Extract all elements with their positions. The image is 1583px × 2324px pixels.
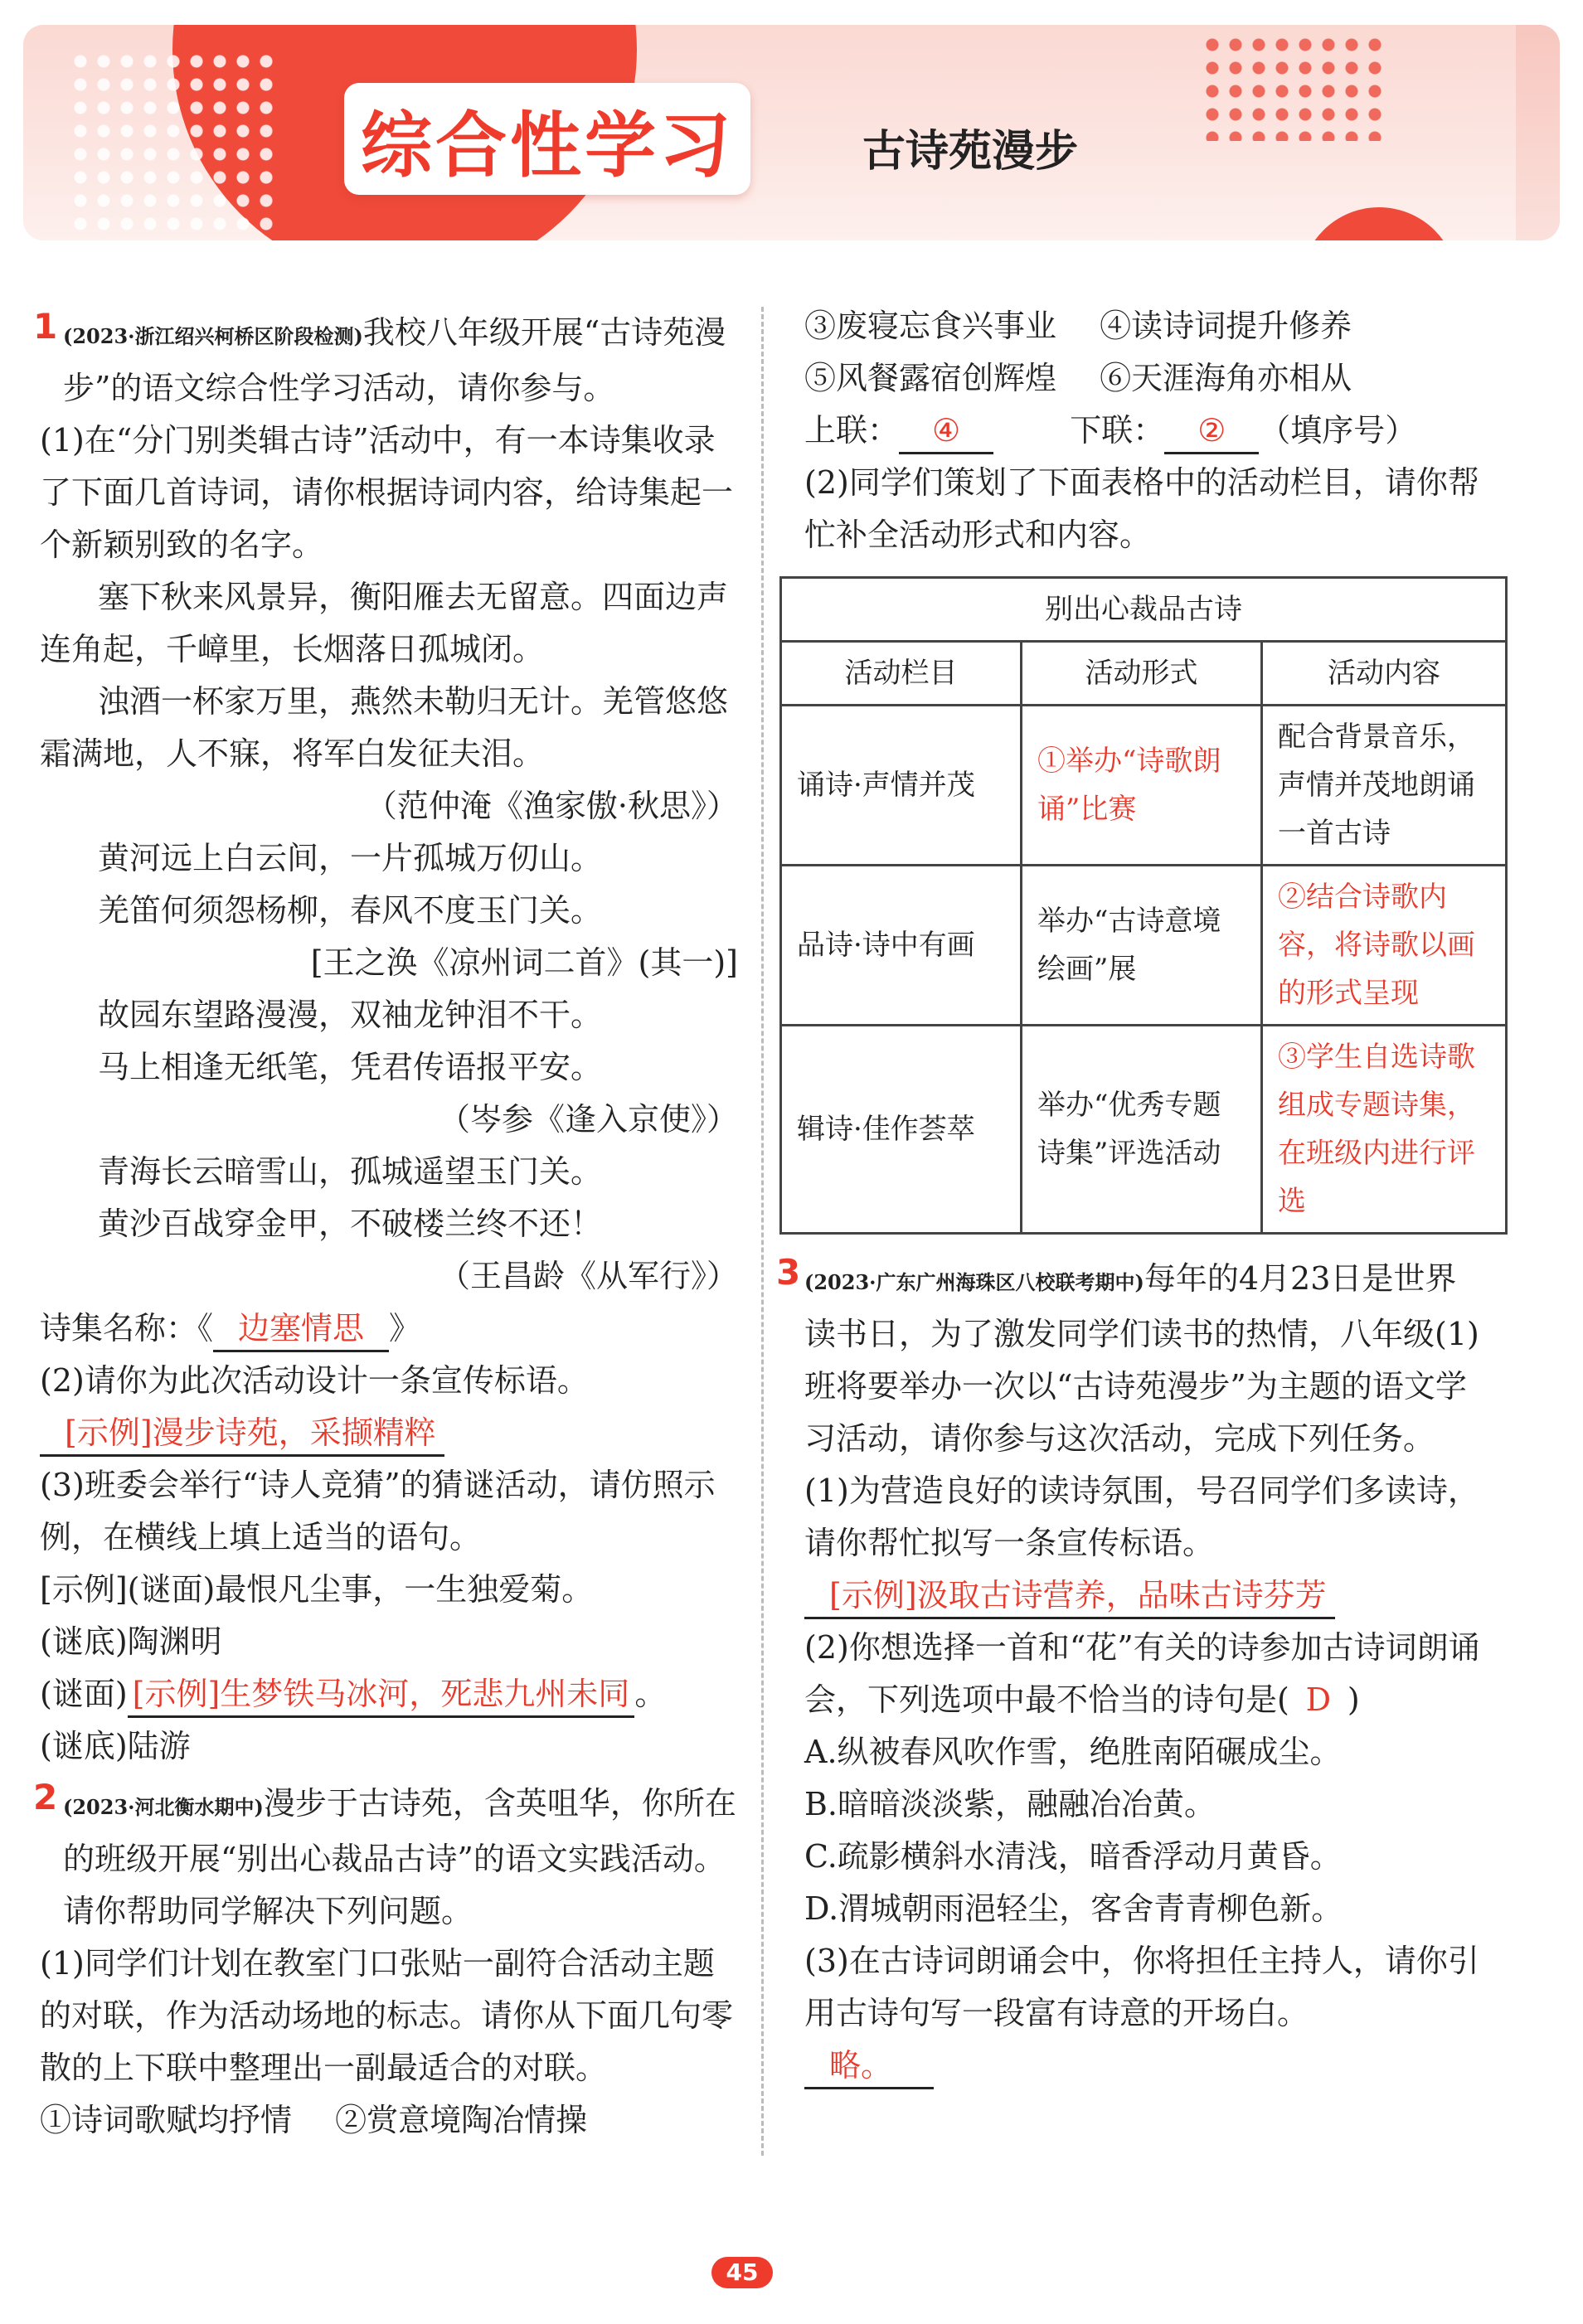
riddle-label: (谜面) [40, 1676, 128, 1712]
decor-dots-left [69, 50, 276, 232]
poem-block [40, 571, 745, 1303]
subquestion-prompt: (1)为营造良好的读诗氛围，号召同学们多读诗，请你帮忙拟写一条宣传标语。 [804, 1473, 1479, 1561]
choice-answer: D [1305, 1681, 1332, 1718]
prompt-close: ) [1347, 1681, 1360, 1718]
activity-table [779, 576, 1508, 1235]
page-number: 45 [711, 2257, 773, 2288]
question-3 [776, 1252, 1484, 2092]
choice-item: B.暗暗淡淡紫，融融冶冶黄。 [804, 1786, 1216, 1822]
choice-item: A.纵被春风吹作雪，绝胜南陌碾成尘。 [804, 1734, 1342, 1770]
lower-answer: ② [1164, 409, 1259, 454]
couplet-option: ⑥天涯海角亦相从 [1100, 360, 1352, 396]
table-cell-answer: ①举办“诗歌朗诵”比赛 [1022, 706, 1262, 866]
poem-line: 故园东望路漫漫，双袖龙钟泪不干。 [98, 997, 603, 1033]
question-number: 3 [776, 1252, 801, 1293]
table-cell-answer: ③学生自选诗歌组成专题诗集，在班级内进行评选 [1262, 1026, 1507, 1234]
opening-answer: 略。 [804, 2044, 934, 2089]
page-subtitle: 古诗苑漫步 [862, 127, 1079, 177]
slogan-answer: [示例]汲取古诗营养，品味古诗芬芳 [804, 1574, 1335, 1619]
question-intro: 漫步于古诗苑，含英咀华，你所在的班级开展“别出心裁品古诗”的语文实践活动。请你帮助同学解决下列问题。 [63, 1785, 736, 1929]
poem-author: [王之涣《凉州词二首》(其一)] [310, 944, 738, 981]
riddle-example-face: [示例](谜面)最恨凡尘事，一生独爱菊。 [40, 1571, 594, 1608]
table-cell: 举办“优秀专题诗集”评选活动 [1022, 1026, 1262, 1234]
couplet-options-row [804, 300, 1484, 352]
fill-note: （填序号） [1259, 412, 1417, 449]
choice-item: C.疏影横斜水清浅，暗香浮动月黄昏。 [804, 1838, 1342, 1875]
question-source: (2023·河北衡水期中) [63, 1795, 264, 1819]
table-row [781, 1026, 1507, 1234]
couplet-option: ⑤风餐露宿创辉煌 [804, 360, 1057, 396]
table-caption: 别出心裁品古诗 [781, 578, 1507, 642]
poem-line: 黄沙百战穿金甲，不破楼兰终不还！ [98, 1206, 603, 1242]
subquestion-prompt: (1)同学们计划在教室门口张贴一副符合活动主题的对联，作为活动场地的标志。请你从下面几句零散的上下联中整理出一副最适合的对联。 [40, 1945, 734, 2086]
subquestion-prompt: (3)在古诗词朗诵会中，你将担任主持人，请你引用古诗句写一段富有诗意的开场白。 [804, 1943, 1479, 2031]
poem-author: （王昌龄《从军行》） [438, 1258, 738, 1294]
poem-line: 羌笛何须怨杨柳，春风不度玉门关。 [98, 892, 603, 929]
poem-line: 青海长云暗雪山，孤城遥望玉门关。 [98, 1153, 603, 1190]
upper-label: 上联： [804, 412, 900, 449]
subquestion-prompt: (2)同学们策划了下面表格中的活动栏目，请你帮忙补全活动形式和内容。 [804, 464, 1479, 553]
couplet-option: ②赏意境陶冶情操 [335, 2102, 588, 2138]
upper-answer: ④ [899, 409, 993, 454]
table-cell: 辑诗·佳作荟萃 [781, 1026, 1022, 1234]
couplet-options-row [40, 2094, 745, 2147]
riddle-row [40, 1668, 745, 1720]
right-column [776, 300, 1484, 2092]
collection-name-close: 》 [389, 1310, 421, 1346]
question-source: (2023·浙江绍兴柯桥区阶段检测) [63, 324, 363, 348]
section-title: 综合性学习 [361, 104, 734, 187]
decor-edge [1516, 25, 1560, 240]
collection-name-answer: 边塞情思 [213, 1307, 389, 1352]
subquestion-prompt: (2)你想选择一首和“花”有关的诗参加古诗词朗诵会，下列选项中最不恰当的诗句是( [804, 1629, 1480, 1718]
table-header: 活动形式 [1022, 642, 1262, 706]
poem-line: 马上相逢无纸笔，凭君传语报平安。 [98, 1049, 603, 1085]
riddle-example-base: (谜底)陶渊明 [40, 1623, 222, 1660]
question-intro: 每年的4月23日是世界读书日，为了激发同学们读书的热情，八年级(1)班将要举办一次以“古诗苑漫步”为主题的语文学习活动，请你参与这次活动，完成下列任务。 [804, 1260, 1479, 1457]
subquestion-prompt-row [804, 1622, 1484, 1726]
couplet-option: ③废寝忘食兴事业 [804, 308, 1057, 344]
poem-author: （岑参《逢入京使》） [438, 1101, 738, 1138]
couplet-answer-row [804, 405, 1484, 457]
couplet-option: ④读诗词提升修养 [1100, 308, 1352, 344]
decor-dots-right [1201, 33, 1383, 141]
column-divider [761, 307, 764, 2156]
riddle-base: (谜底)陆游 [40, 1728, 191, 1764]
poem-line: 黄河远上白云间，一片孤城万仞山。 [98, 840, 603, 876]
decor-circle-small [1300, 207, 1458, 240]
collection-name-row [40, 1303, 745, 1355]
left-column [33, 306, 745, 2147]
section-title-box [344, 83, 750, 195]
table-cell: 品诗·诗中有画 [781, 866, 1022, 1026]
header-banner [23, 25, 1560, 240]
table-row [781, 706, 1507, 866]
question-intro: 我校八年级开展“古诗苑漫步”的语文综合性学习活动，请你参与。 [63, 314, 726, 406]
poem-author: （范仲淹《渔家傲·秋思》） [365, 788, 738, 824]
subquestion-prompt: (1)在“分门别类辑古诗”活动中，有一本诗集收录了下面几首诗词，请你根据诗词内容，给诗集起一个新颖别致的名字。 [40, 422, 734, 563]
question-number: 2 [33, 1777, 58, 1817]
lower-label: 下联： [1070, 412, 1165, 449]
poem-line: 塞下秋来风景异，衡阳雁去无留意。四面边声连角起，千嶂里，长烟落日孤城闭。 [40, 579, 729, 667]
subquestion-prompt: (2)请你为此次活动设计一条宣传标语。 [40, 1362, 589, 1399]
couplet-options-row [804, 352, 1484, 405]
couplet-option: ①诗词歌赋均抒情 [40, 2102, 293, 2138]
table-cell: 举办“古诗意境绘画”展 [1022, 866, 1262, 1026]
table-header-row [781, 642, 1507, 706]
riddle-answer: [示例]生梦铁马冰河，死悲九州未同 [128, 1672, 635, 1718]
question-number: 1 [33, 306, 58, 347]
subquestion-prompt: (3)班委会举行“诗人竞猜”的猜谜活动，请仿照示例，在横线上填上适当的语句。 [40, 1467, 716, 1555]
slogan-answer: [示例]漫步诗苑，采撷精粹 [40, 1411, 444, 1457]
collection-name-label: 诗集名称：《 [40, 1310, 214, 1346]
question-1 [33, 306, 745, 1773]
table-cell-answer: ②结合诗歌内容，将诗歌以画的形式呈现 [1262, 866, 1507, 1026]
question-source: (2023·广东广州海珠区八校联考期中) [804, 1270, 1144, 1294]
table-cell: 配合背景音乐，声情并茂地朗诵一首古诗 [1262, 706, 1507, 866]
table-header: 活动栏目 [781, 642, 1022, 706]
table-header: 活动内容 [1262, 642, 1507, 706]
poem-line: 浊酒一杯家万里，燕然未勒归无计。羌管悠悠霜满地，人不寐，将军白发征夫泪。 [40, 683, 729, 772]
table-cell: 诵诗·声情并茂 [781, 706, 1022, 866]
choice-item: D.渭城朝雨浥轻尘，客舍青青柳色新。 [804, 1890, 1343, 1927]
table-row [781, 866, 1507, 1026]
question-2 [33, 1777, 745, 2147]
riddle-end: 。 [634, 1676, 667, 1712]
